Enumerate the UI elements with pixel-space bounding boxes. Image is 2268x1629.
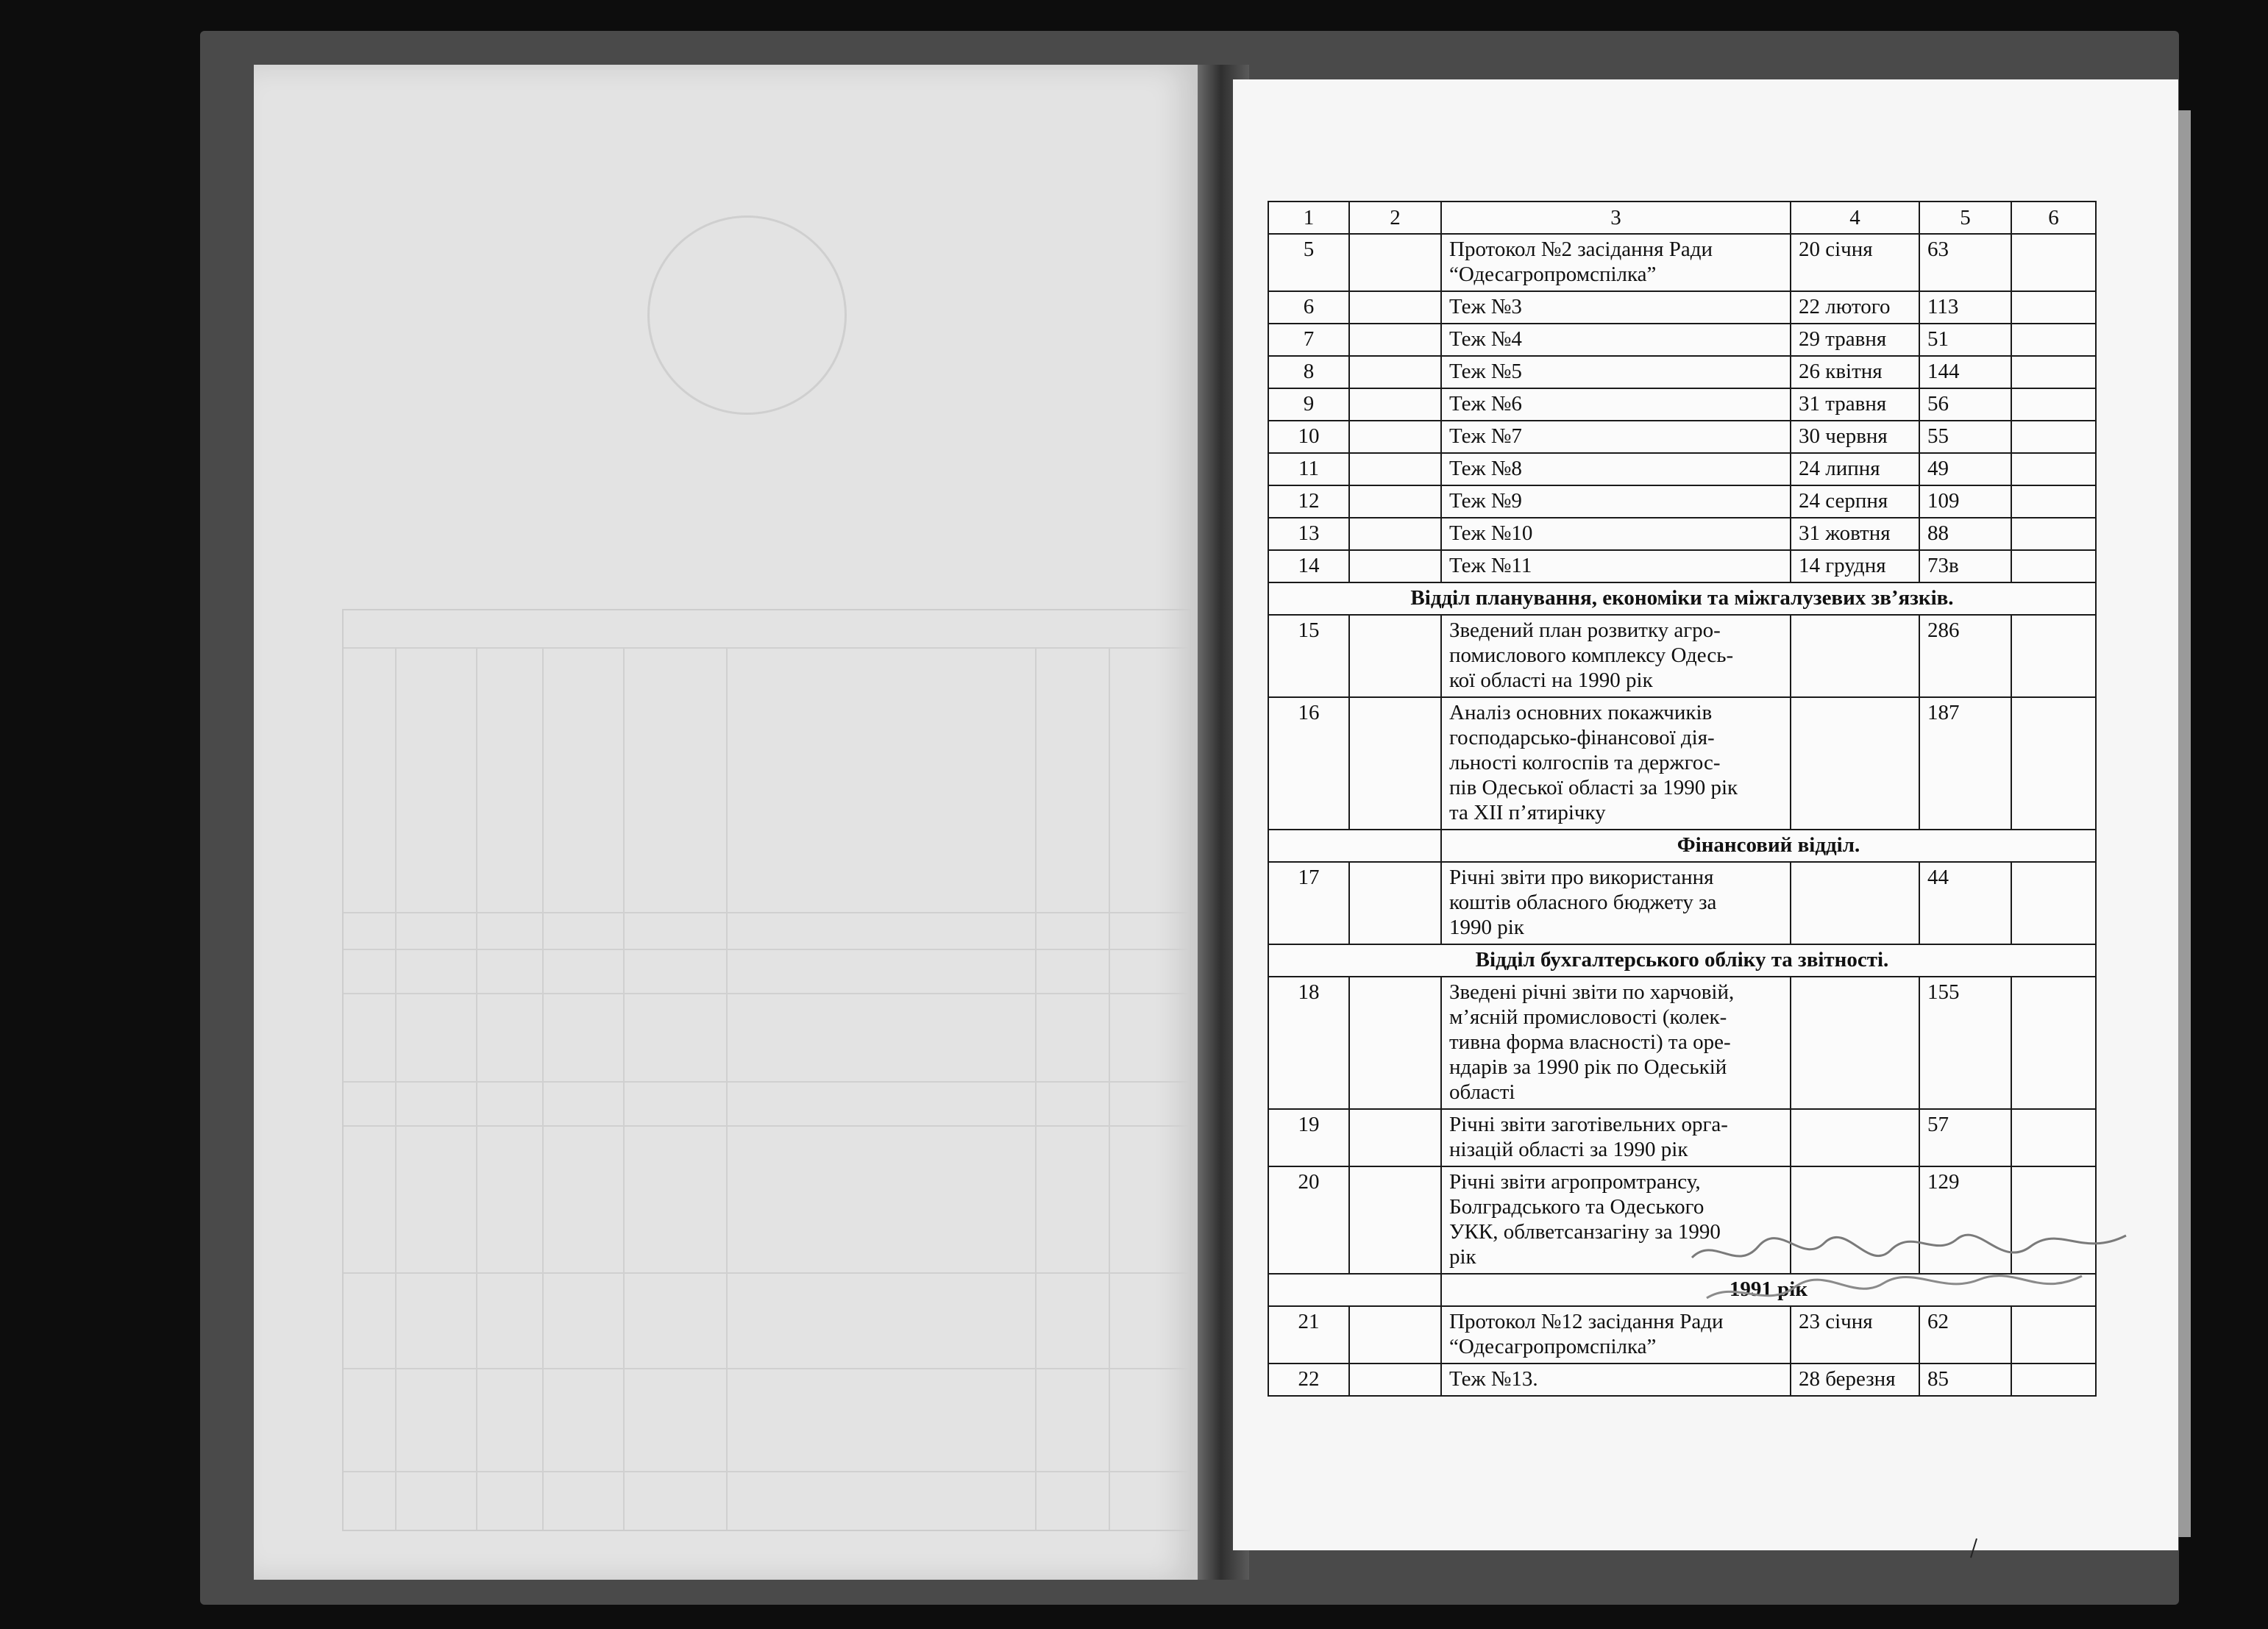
bleed-through-table	[342, 609, 1191, 1531]
table-row	[1268, 356, 2096, 388]
index-cell	[1349, 324, 1441, 356]
column-header: 4	[1791, 202, 1919, 234]
pages-cell: 63	[1919, 234, 2011, 291]
item-number-cell: 19	[1268, 1109, 1349, 1166]
date-cell	[1791, 862, 1919, 944]
index-cell	[1349, 1109, 1441, 1166]
pages-cell: 62	[1919, 1306, 2011, 1364]
index-cell	[1349, 1364, 1441, 1396]
item-number-cell: 13	[1268, 518, 1349, 550]
table-row	[1268, 234, 2096, 291]
note-cell	[2011, 324, 2096, 356]
left-page-faded	[254, 65, 1199, 1580]
pages-cell: 73в	[1919, 550, 2011, 582]
pages-cell: 55	[1919, 421, 2011, 453]
item-number-cell: 22	[1268, 1364, 1349, 1396]
index-cell	[1349, 453, 1441, 485]
item-number-cell: 9	[1268, 388, 1349, 421]
date-cell: 28 березня	[1791, 1364, 1919, 1396]
date-cell: 22 лютого	[1791, 291, 1919, 324]
note-cell	[2011, 453, 2096, 485]
column-header: 2	[1349, 202, 1441, 234]
page-edges	[2178, 110, 2191, 1537]
note-cell	[2011, 421, 2096, 453]
item-number-cell: 11	[1268, 453, 1349, 485]
table-row	[1268, 615, 2096, 697]
date-cell	[1791, 615, 1919, 697]
item-number-cell: 7	[1268, 324, 1349, 356]
table-row	[1268, 1364, 2096, 1396]
index-cell	[1349, 615, 1441, 697]
bleed-through-stamp	[647, 215, 847, 415]
date-cell: 20 січня	[1791, 234, 1919, 291]
table-row	[1268, 1109, 2096, 1166]
pages-cell: 44	[1919, 862, 2011, 944]
note-cell	[2011, 615, 2096, 697]
pages-cell: 57	[1919, 1109, 2011, 1166]
section-heading: Фінансовий відділ.	[1441, 830, 2096, 862]
column-header: 6	[2011, 202, 2096, 234]
section-row	[1268, 944, 2096, 977]
index-cell	[1349, 518, 1441, 550]
table-row	[1268, 388, 2096, 421]
index-cell	[1349, 485, 1441, 518]
title-cell: Теж №8	[1441, 453, 1791, 485]
index-cell	[1349, 421, 1441, 453]
section-heading: Відділ планування, економіки та міжгалузевих зв’язків.	[1268, 582, 2096, 615]
item-number-cell: 20	[1268, 1166, 1349, 1274]
column-header: 5	[1919, 202, 2011, 234]
note-cell	[2011, 518, 2096, 550]
pages-cell: 113	[1919, 291, 2011, 324]
pages-cell: 88	[1919, 518, 2011, 550]
index-cell	[1349, 1306, 1441, 1364]
title-cell: Теж №3	[1441, 291, 1791, 324]
date-cell: 23 січня	[1791, 1306, 1919, 1364]
pages-cell: 286	[1919, 615, 2011, 697]
section-row	[1268, 582, 2096, 615]
index-cell	[1349, 388, 1441, 421]
table-row	[1268, 291, 2096, 324]
date-cell: 30 червня	[1791, 421, 1919, 453]
table-row	[1268, 550, 2096, 582]
section-spacer	[1268, 830, 1441, 862]
title-cell: Річні звіти заготівельних орга- нізацій області за 1990 рік	[1441, 1109, 1791, 1166]
title-cell: Протокол №12 засідання Ради “Одесагропромспілка”	[1441, 1306, 1791, 1364]
pages-cell: 109	[1919, 485, 2011, 518]
table-row	[1268, 697, 2096, 830]
table-row	[1268, 485, 2096, 518]
section-heading: Відділ бухгалтерського обліку та звітності.	[1268, 944, 2096, 977]
index-cell	[1349, 550, 1441, 582]
table-row	[1268, 518, 2096, 550]
handwritten-annotation	[1685, 1206, 2155, 1316]
index-cell	[1349, 862, 1441, 944]
title-cell: Теж №7	[1441, 421, 1791, 453]
item-number-cell: 5	[1268, 234, 1349, 291]
pencil-mark	[1968, 1537, 1980, 1559]
index-cell	[1349, 234, 1441, 291]
table-row	[1268, 862, 2096, 944]
pages-cell: 56	[1919, 388, 2011, 421]
table-row	[1268, 977, 2096, 1109]
title-cell: Річні звіти агропромтрансу, Болградського та Одеського УКК, облветсанзагіну за 1990 рік	[1441, 1166, 1791, 1274]
date-cell	[1791, 977, 1919, 1109]
note-cell	[2011, 1364, 2096, 1396]
item-number-cell: 15	[1268, 615, 1349, 697]
note-cell	[2011, 1109, 2096, 1166]
item-number-cell: 21	[1268, 1306, 1349, 1364]
date-cell: 29 травня	[1791, 324, 1919, 356]
title-cell: Теж №10	[1441, 518, 1791, 550]
pages-cell: 144	[1919, 356, 2011, 388]
pages-cell: 85	[1919, 1364, 2011, 1396]
note-cell	[2011, 356, 2096, 388]
date-cell	[1791, 697, 1919, 830]
item-number-cell: 8	[1268, 356, 1349, 388]
title-cell: Теж №5	[1441, 356, 1791, 388]
item-number-cell: 16	[1268, 697, 1349, 830]
title-cell: Зведений план розвитку агро- помислового комплексу Одесь- кої області на 1990 рік	[1441, 615, 1791, 697]
index-cell	[1349, 291, 1441, 324]
column-header: 1	[1268, 202, 1349, 234]
note-cell	[2011, 485, 2096, 518]
note-cell	[2011, 550, 2096, 582]
note-cell	[2011, 291, 2096, 324]
column-header: 3	[1441, 202, 1791, 234]
title-cell: Теж №13.	[1441, 1364, 1791, 1396]
section-spacer	[1268, 1274, 1441, 1306]
header-row	[1268, 202, 2096, 234]
date-cell: 26 квітня	[1791, 356, 1919, 388]
date-cell: 24 липня	[1791, 453, 1919, 485]
date-cell: 31 жовтня	[1791, 518, 1919, 550]
section-heading: 1991 рік	[1441, 1274, 2096, 1306]
date-cell	[1791, 1109, 1919, 1166]
pages-cell: 51	[1919, 324, 2011, 356]
title-cell: Зведені річні звіти по харчовій, м’ясній промисловості (колек- тивна форма власності) та оре- ндарів за 1990 рік по Одеській області	[1441, 977, 1791, 1109]
note-cell	[2011, 388, 2096, 421]
date-cell: 31 травня	[1791, 388, 1919, 421]
index-cell	[1349, 697, 1441, 830]
table-row	[1268, 453, 2096, 485]
item-number-cell: 17	[1268, 862, 1349, 944]
title-cell: Теж №11	[1441, 550, 1791, 582]
title-cell: Теж №6	[1441, 388, 1791, 421]
note-cell	[2011, 862, 2096, 944]
date-cell: 24 серпня	[1791, 485, 1919, 518]
index-cell	[1349, 1166, 1441, 1274]
item-number-cell: 10	[1268, 421, 1349, 453]
index-cell	[1349, 356, 1441, 388]
table-row	[1268, 324, 2096, 356]
date-cell: 14 грудня	[1791, 550, 1919, 582]
pages-cell: 49	[1919, 453, 2011, 485]
pages-cell: 155	[1919, 977, 2011, 1109]
note-cell	[2011, 697, 2096, 830]
index-cell	[1349, 977, 1441, 1109]
item-number-cell: 14	[1268, 550, 1349, 582]
table-row	[1268, 421, 2096, 453]
title-cell: Теж №9	[1441, 485, 1791, 518]
note-cell	[2011, 977, 2096, 1109]
title-cell: Протокол №2 засідання Ради “Одесагропромспілка”	[1441, 234, 1791, 291]
note-cell	[2011, 234, 2096, 291]
section-row	[1268, 830, 2096, 862]
title-cell: Річні звіти про використання коштів обласного бюджету за 1990 рік	[1441, 862, 1791, 944]
item-number-cell: 6	[1268, 291, 1349, 324]
pages-cell: 187	[1919, 697, 2011, 830]
item-number-cell: 18	[1268, 977, 1349, 1109]
title-cell: Аналіз основних покажчиків господарсько-фінансової дія- льності колгоспів та держгос- пів Одеської області за 1990 рік та XII п’ятирічку	[1441, 697, 1791, 830]
item-number-cell: 12	[1268, 485, 1349, 518]
pages-cell: 129	[1919, 1166, 2011, 1274]
title-cell: Теж №4	[1441, 324, 1791, 356]
